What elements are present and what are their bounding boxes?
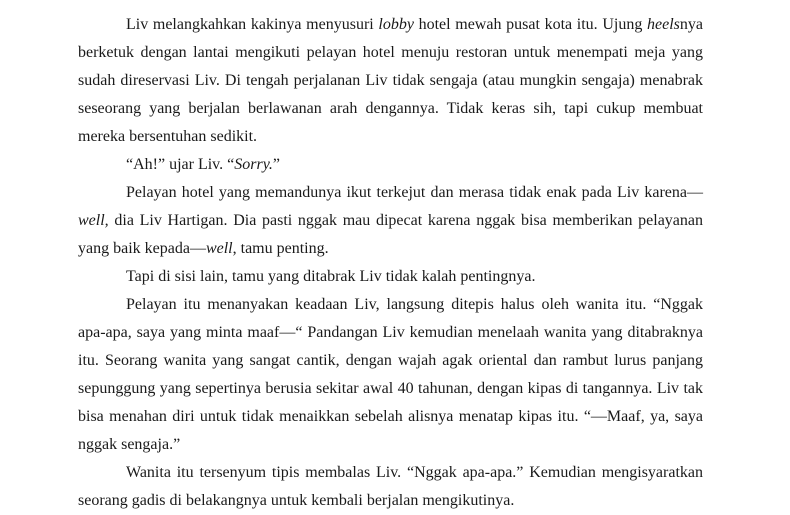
text-line	[78, 459, 703, 487]
text-line	[78, 179, 703, 207]
text-line	[78, 67, 703, 95]
paragraph-p4	[78, 263, 703, 291]
body-text: yang baik kepada—	[78, 240, 206, 257]
body-text: “Ah!” ujar Liv. “	[126, 156, 235, 173]
body-text: Pelayan itu menanyakan keadaan Liv, langsung ditepis halus oleh wanita itu. “Nggak	[126, 296, 703, 313]
body-text: apa-apa, saya yang minta maaf—“ Pandangan Liv kemudian menelaah wanita yang ditabraknya	[78, 324, 703, 341]
text-line	[78, 235, 703, 263]
text-line	[78, 123, 703, 151]
body-text: Wanita itu tersenyum tipis membalas Liv. “Nggak apa-apa.” Kemudian mengisyaratkan	[126, 464, 703, 481]
body-text: Liv melangkahkan kakinya menyusuri	[126, 16, 379, 33]
text-line	[78, 95, 703, 123]
body-text: Pelayan hotel yang memandunya ikut terkejut dan merasa tidak enak pada Liv karena—	[126, 184, 703, 201]
text-line	[78, 347, 703, 375]
text-line	[78, 403, 703, 431]
body-text: seseorang yang berjalan berlawanan arah dengannya. Tidak keras sih, tapi cukup membuat	[78, 100, 703, 117]
italic-text: heels	[647, 16, 680, 33]
paragraph-p6	[78, 459, 703, 515]
paragraph-p1	[78, 11, 703, 151]
text-line	[78, 11, 703, 39]
paragraph-p2	[78, 151, 703, 179]
text-line	[78, 375, 703, 403]
body-text: mereka bersentuhan sedikit.	[78, 128, 258, 145]
italic-text: well,	[78, 212, 109, 229]
document-page	[78, 11, 703, 515]
body-text: itu. Seorang wanita yang sangat cantik, dengan wajah agak oriental dan rambut lurus panjang	[78, 352, 703, 369]
text-line	[78, 319, 703, 347]
text-line	[78, 291, 703, 319]
body-text: seorang gadis di belakangnya untuk kembali berjalan mengikutinya.	[78, 492, 515, 509]
italic-text: lobby	[378, 16, 414, 33]
body-text: bisa menahan diri untuk tidak menaikkan sebelah alisnya menatap kipas itu. “—Maaf, ya, saya	[78, 408, 703, 425]
paragraph-p5	[78, 291, 703, 459]
body-text: , tamu penting.	[232, 240, 329, 257]
italic-text: Sorry.	[234, 156, 273, 173]
italic-text: well	[205, 240, 233, 257]
body-text: sepunggung yang sepertinya berusia sekitar awal 40 tahunan, dengan kipas di tangannya. Liv tak	[78, 380, 703, 397]
body-text: berketuk dengan lantai mengikuti pelayan hotel menuju restoran untuk menempati meja yang	[78, 44, 703, 61]
body-text: ”	[272, 156, 281, 173]
text-line	[78, 487, 703, 515]
text-line	[78, 207, 703, 235]
body-text: Tapi di sisi lain, tamu yang ditabrak Liv tidak kalah pentingnya.	[126, 268, 536, 285]
text-line	[78, 151, 703, 179]
text-line	[78, 431, 703, 459]
text-line	[78, 39, 703, 67]
body-text: nya	[679, 16, 704, 33]
paragraph-p3	[78, 179, 703, 263]
body-text: hotel mewah pusat kota itu. Ujung	[413, 16, 648, 33]
body-text: nggak sengaja.”	[78, 436, 181, 453]
text-line	[78, 263, 703, 291]
body-text: sudah direservasi Liv. Di tengah perjalanan Liv tidak sengaja (atau mungkin sengaja) menabrak	[78, 72, 703, 89]
body-text: dia Liv Hartigan. Dia pasti nggak mau dipecat karena nggak bisa memberikan pelayanan	[108, 212, 703, 229]
